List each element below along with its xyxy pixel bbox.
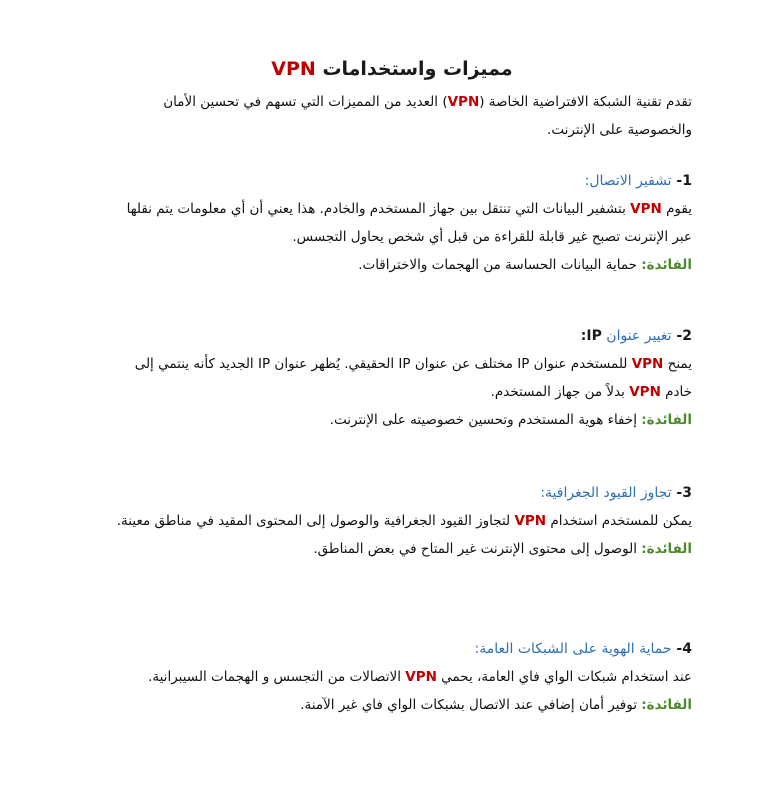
section-line-2 [92,378,692,406]
text: الاتصالات من التجسس و الهجمات السيبرانية. [148,669,406,685]
section-line-1 [92,507,692,535]
benefit-text: توفير أمان إضافي عند الاتصال بشبكات الواي فاي غير الآمنة. [300,697,642,713]
section-benefit [92,251,692,279]
section-line-1 [92,663,692,691]
intro-line-2: والخصوصية على الإنترنت. [547,122,692,138]
text: يقوم [661,201,692,217]
text: بدلاً من جهاز المستخدم. [490,384,630,400]
section-public-networks [92,635,692,719]
intro-text-a: تقدم تقنية الشبكة الافتراضية الخاصة ( [479,94,692,110]
section-number: 4- [671,641,692,657]
text: بتشفير البيانات التي تنتقل بين جهاز المستخدم والخادم. هذا يعني أن أي معلومات يتم نقلها [126,201,631,217]
benefit-label: الفائدة: [641,257,692,273]
title-text: مميزات واستخدامات [315,58,513,80]
benefit-label: الفائدة: [641,541,692,557]
section-heading-ip: IP: [580,328,602,344]
intro-line-1 [92,88,692,116]
benefit-label: الفائدة: [641,697,692,713]
text: عند استخدام شبكات الواي فاي العامة، يحمي [436,669,692,685]
vpn-term: VPN [630,201,662,217]
section-heading-text: حماية الهوية على الشبكات العامة: [474,641,672,657]
section-number: 2- [671,328,692,344]
page-title [0,56,784,82]
title-vpn: VPN [271,58,316,80]
text: يمكن للمستخدم استخدام [546,513,692,529]
section-heading-text: تجاوز القيود الجغرافية: [540,485,672,501]
vpn-term: VPN [629,384,661,400]
section-benefit [92,406,692,434]
benefit-text: حماية البيانات الحساسة من الهجمات والاختراقات. [358,257,642,273]
text: يمنح [663,356,692,372]
intro-text-b: ) العديد من المميزات التي تسهم في تحسين الأمان [163,94,448,110]
section-encryption [92,167,692,279]
section-line-2: عبر الإنترنت تصبح غير قابلة للقراءة من قبل أي شخص يحاول التجسس. [292,229,692,245]
section-geo-restrictions [92,479,692,563]
section-benefit [92,535,692,563]
section-heading-text: تشفير الاتصال: [584,173,672,189]
section-change-ip [92,322,692,434]
section-number: 1- [671,173,692,189]
section-number: 3- [671,485,692,501]
text: خادم [660,384,692,400]
vpn-term: VPN [631,356,664,372]
intro-paragraph [92,88,692,144]
benefit-text: إخفاء هوية المستخدم وتحسين خصوصيته على الإنترنت. [329,412,642,428]
intro-vpn: VPN [447,94,480,110]
section-heading [92,635,692,663]
section-heading-text: تغيير عنوان [601,328,672,344]
benefit-text: الوصول إلى محتوى الإنترنت غير المتاح في بعض المناطق. [313,541,642,557]
section-heading [92,167,692,195]
section-heading [92,322,692,350]
text: لتجاوز القيود الجغرافية والوصول إلى المحتوى المقيد في مناطق معينة. [116,513,515,529]
vpn-term: VPN [514,513,547,529]
section-line-1 [92,350,692,378]
section-heading [92,479,692,507]
vpn-term: VPN [405,669,437,685]
section-benefit [92,691,692,719]
section-line-1 [92,195,692,223]
text: للمستخدم عنوان IP مختلف عن عنوان IP الحقيقي. يُظهر عنوان IP الجديد كأنه ينتمي إلى [134,356,632,372]
benefit-label: الفائدة: [641,412,692,428]
